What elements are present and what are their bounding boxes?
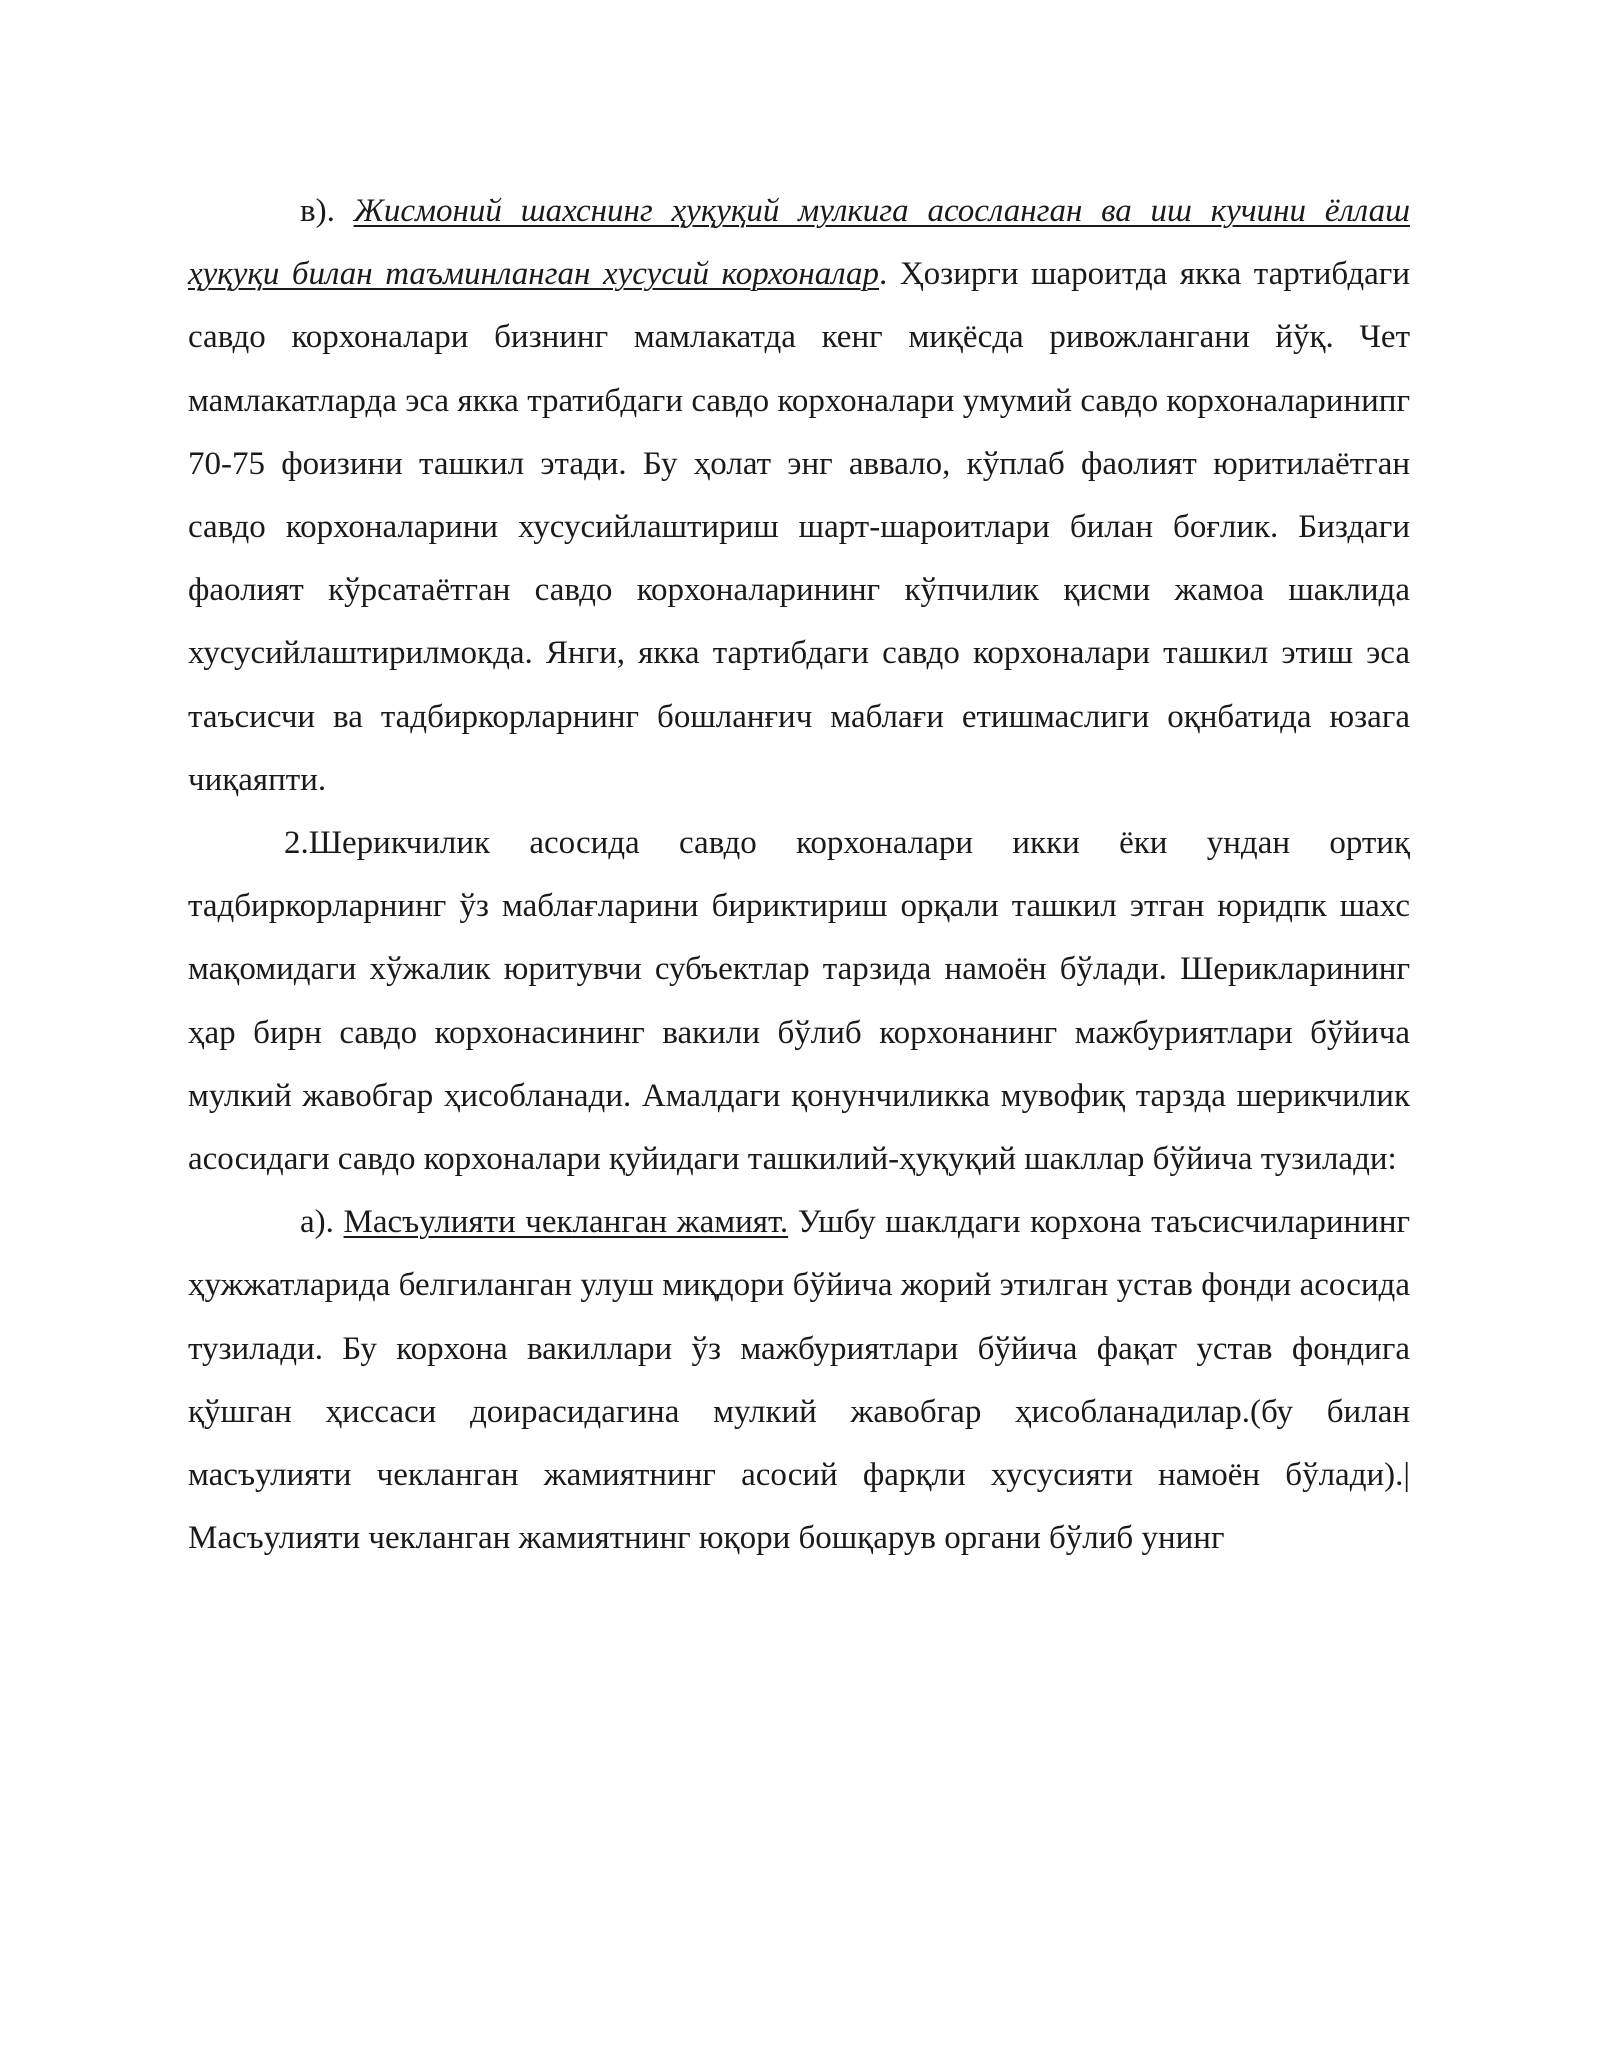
- document-page: [188, 180, 1410, 1570]
- list-marker-a: а).: [300, 1204, 344, 1241]
- paragraph-body: 2.Шерикчилик асосида савдо корхоналари икки ёки ундан ортиқ тадбиркорларнинг ўз маблағларини бириктириш орқали ташкил этган юридпк шахс мақомидаги хўжалик юритувчи субъектлар тарзида намоён бўлади. Шерикларининг ҳар бирн савдо корхонасининг вакили бўлиб корхонанинг мажбуриятлари бўйича мулкий жавобгар ҳисобланади. Амалдаги қонунчиликка мувофиқ тарзда шерикчилик асосидаги савдо корхоналари қуйидаги ташкилий-ҳуқуқий шакллар бўйича тузилади:: [188, 825, 1410, 1178]
- list-marker-v: в).: [300, 193, 354, 229]
- paragraph-limited-liability: [188, 1191, 1410, 1570]
- section-heading-limited-liability: Масъулияти чекланган жамият.: [343, 1204, 789, 1241]
- paragraph-partnership: [188, 812, 1410, 1191]
- section-heading-private-enterprises: Жисмоний шахснинг ҳуқуқий мулкига асосланган ва иш кучини ёллаш ҳуқуқи билан таъминланган хусусий корхоналар: [188, 193, 1410, 293]
- paragraph-body: Ушбу шаклдаги корхона таъсисчиларининг ҳужжатларида белгиланган улуш миқдори бўйича жорий этилган устав фонди асосида тузилади. Бу корхона вакиллари ўз мажбуриятлари бўйича фақат устав фондига қўшган ҳиссаси доирасидагина мулкий жавобгар ҳисобланадилар.(бу билан масъулияти чекланган жамиятнинг асосий фарқли хусусияти намоён бўлади).| Масъулияти чекланган жамиятнинг юқори бошқарув органи бўлиб унинг: [188, 1204, 1411, 1557]
- paragraph-private-enterprises: [188, 180, 1410, 812]
- paragraph-body: . Ҳозирги шароитда якка тартибдаги савдо корхоналари бизнинг мамлакатда кенг миқёсда ривожлангани йўқ. Чет мамлакатларда эса якка тратибдаги савдо корхоналари умумий савдо корхоналаринипг 70-75 фоизини ташкил этади. Бу ҳолат энг аввало, кўплаб фаолият юритилаётган савдо корхоналарини хусусийлаштириш шарт-шароитлари билан боғлик. Биздаги фаолият кўрсатаётган савдо корхоналарининг кўпчилик қисми жамоа шаклида хусусийлаштирилмокда. Янги, якка тартибдаги савдо корхоналари ташкил этиш эса таъсисчи ва тадбиркорларнинг бошланғич маблағи етишмаслиги оқнбатида юзага чиқаяпти.: [188, 256, 1410, 798]
